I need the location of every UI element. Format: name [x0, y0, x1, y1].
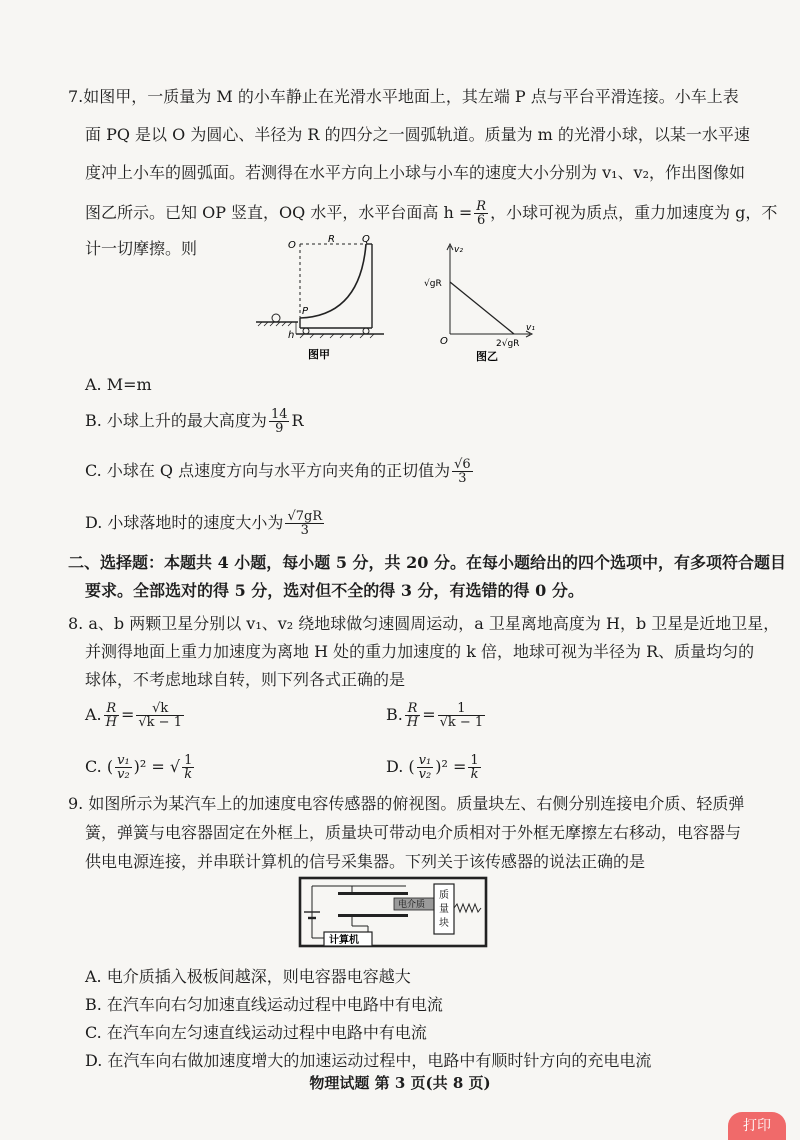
spring-icon	[454, 904, 481, 912]
section2-line-1: 二、选择题：本题共 4 小题，每小题 5 分，共 20 分。在每小题给出的四个选项中，有多项符合题目	[68, 553, 786, 572]
figure-b	[422, 240, 538, 362]
fig-a-label-Q: Q	[362, 234, 370, 245]
quarter-arc	[300, 244, 366, 318]
q7-line-1: 7.如图甲，一质量为 M 的小车静止在光滑水平地面上，其左端 P 点与平台平滑连接。小车上表	[68, 87, 739, 106]
q7-line-2: 面 PQ 是以 O 为圆心、半径为 R 的四分之一圆弧轨道。质量为 m 的光滑小球，以某一水平速	[85, 125, 750, 144]
q8-option-b: B. $\frac{R}{H}$ = $\frac{1}{√k - 1}$	[386, 701, 484, 730]
q7-option-a: A. M=m	[85, 375, 152, 394]
q9-option-d: D. 在汽车向右做加速度增大的加速运动过程中，电路中有顺时针方向的充电电流	[85, 1051, 652, 1070]
page-footer: 物理试题 第 3 页(共 8 页)	[309, 1074, 491, 1092]
fig-a-label-P: P	[302, 306, 309, 317]
q9-line-2: 簧，弹簧与电容器固定在外框上，质量块可带动电介质相对于外框无摩擦左右移动，电容器与	[85, 823, 742, 842]
q7-line-3: 度冲上小车的圆弧面。若测得在水平方向上小球与小车的速度大小分别为 v₁、v₂，作出图像如	[85, 163, 745, 182]
fig-a-label-O: O	[288, 240, 296, 251]
q9-option-b: B. 在汽车向右匀加速直线运动过程中电路中有电流	[85, 995, 443, 1014]
q9-option-c: C. 在汽车向左匀速直线运动过程中电路中有电流	[85, 1023, 427, 1042]
q7-line-6: 计一切摩擦。则	[85, 239, 198, 258]
h-fraction: $\frac{R}{6}$	[476, 199, 487, 228]
q8-line-3: 球体，不考虑地球自转，则下列各式正确的是	[85, 670, 406, 689]
q9-line-1: 9. 如图所示为某汽车上的加速度电容传感器的俯视图。质量块左、右侧分别连接电介质、轻质弹	[68, 794, 745, 813]
figure-a	[250, 234, 390, 362]
q9-option-a: A. 电介质插入极板间越深，则电容器电容越大	[85, 967, 411, 986]
q7-line-4: 图乙所示。已知 OP 竖直，OQ 水平，水平台面高 h = $\frac{R}{6}$ ，小球可视为质点，重力加速度为 g，不	[85, 199, 778, 228]
q7-option-b: B. 小球上升的最大高度为 $\frac{14}{9}$ R	[85, 407, 304, 436]
fig-b-axis-v1: v₁	[526, 323, 535, 333]
fig-b-origin: O	[440, 336, 448, 347]
q8-line-2: 并测得地面上重力加速度为离地 H 处的重力加速度的 k 倍，地球可视为半径为 R、质量均匀的	[85, 642, 755, 661]
mass-label-2: 量	[439, 904, 449, 915]
fig-a-caption: 图甲	[308, 348, 330, 361]
q8-option-c: C. ( $\frac{\text{v₁}}{\text{v₂}}$ )² = √ $\frac{1}{k}$	[85, 753, 193, 782]
q9-line-3: 供电电源连接，并串联计算机的信号采集器。下列关于该传感器的说法正确的是	[85, 852, 646, 871]
sensor-figure	[298, 876, 490, 950]
q8-option-d: D. ( $\frac{\text{v₁}}{\text{v₂}}$ )² = $\frac{1}{k}$	[386, 753, 479, 782]
computer-label: 计算机	[329, 935, 359, 946]
wheel-left-icon	[303, 328, 309, 334]
q7-option-d: D. 小球落地时的速度大小为 $\frac{√7gR}{3}$	[85, 509, 323, 538]
print-badge[interactable]: 打印	[728, 1112, 786, 1140]
v-line	[450, 282, 514, 334]
dielectric-label: 电介质	[398, 900, 426, 910]
q8-option-a: A. $\frac{R}{H}$ = $\frac{√k}{√k - 1}$	[85, 701, 182, 730]
fig-b-caption: 图乙	[476, 350, 498, 362]
q7-option-c: C. 小球在 Q 点速度方向与水平方向夹角的正切值为 $\frac{√6}{3}$	[85, 457, 471, 486]
capacitor-top-plate	[338, 892, 408, 895]
fig-b-axis-v2: v₂	[454, 245, 463, 255]
section2-line-2: 要求。全部选对的得 5 分，选对但不全的得 3 分，有选错的得 0 分。	[85, 581, 584, 600]
fig-a-label-R: R	[328, 234, 335, 245]
small-ball-icon	[272, 314, 280, 322]
fig-b-tick-y: √gR	[424, 279, 442, 289]
wheel-right-icon	[363, 328, 369, 334]
fig-b-tick-x: 2√gR	[496, 339, 520, 349]
capacitor-bottom-plate	[338, 914, 408, 917]
q8-line-1: 8. a、b 两颗卫星分别以 v₁、v₂ 绕地球做匀速圆周运动，a 卫星离地高度为 H，b 卫星是近地卫星，	[68, 614, 780, 633]
mass-label-1: 质	[439, 890, 449, 901]
q7-number: 7.	[68, 87, 84, 106]
fig-a-label-h: h	[288, 330, 295, 341]
mass-label-3: 块	[439, 918, 449, 929]
